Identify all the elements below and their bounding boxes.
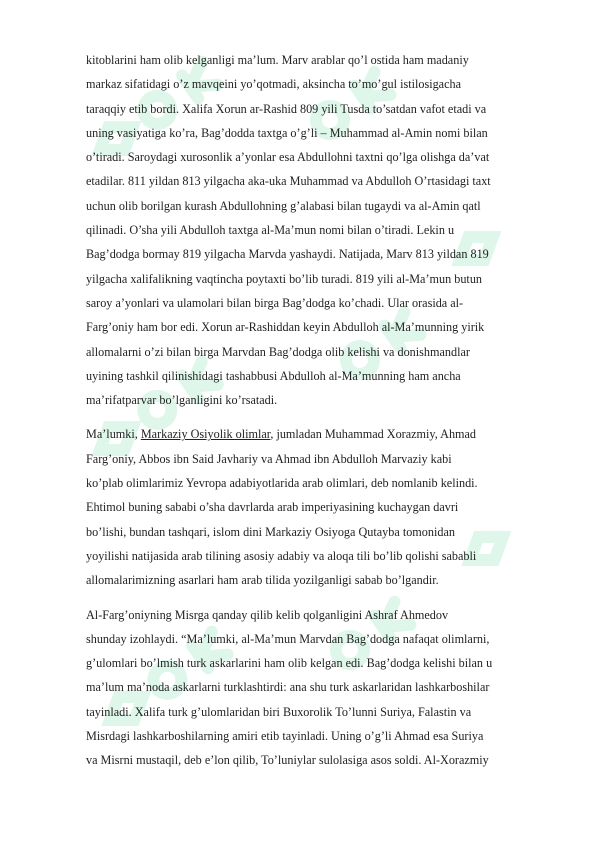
text-line: uning vasiyatiga ko’ra, Bag’dodda taxtga o’g’li – Muhammad al-Amin nomi bilan	[86, 125, 488, 140]
paragraph-1	[86, 48, 538, 412]
text-line: shunday izohlaydi. “Ma’lumki, al-Ma’mun Marvdan Bag’dodga nafaqat olimlarni,	[86, 631, 490, 646]
text-line: uyining tashkil qilinishidagi tashabbusi Abdulloh al-Ma’munning ham ancha	[86, 368, 461, 383]
text-line: kitoblarini ham olib kelganligi ma’lum. Marv arablar qo’l ostida ham madaniy	[86, 53, 469, 67]
text-line: qilinadi. O’sha yili Abdulloh taxtga al-Ma’mun nomi bilan o’tiradi. Lekin u	[86, 223, 455, 238]
text-line: va Misrni mustaqil, deb e’lon qilib, To’luniylar sulolasiga asos soldi. Al-Xorazmiy	[86, 753, 489, 768]
text-line: uchun olib borilgan kurash Abdullohning g’alabasi bilan tugaydi va al-Amin qatl	[86, 198, 481, 213]
text-line: etadilar. 811 yildan 813 yilgacha aka-uka Muhammad va Abdulloh O’rtasidagi taxt	[86, 174, 491, 189]
text-line: markaz sifatidagi o’z mavqeini yo’qotmadi, aksincha to’mo’gul istilosigacha	[86, 77, 461, 92]
text-line: yoyilishi natijasida arab tilining asosiy adabiy va aloqa tili bo’lib qolishi sababli	[86, 548, 477, 563]
hyperlink-markaziy-osiyolik-olimlar[interactable]: Markaziy Osiyolik olimlar	[140, 427, 271, 442]
text-fragment: , jumladan Muhammad Xorazmiy, Ahmad	[270, 427, 477, 442]
text-line: Al-Farg’oniyning Misrga qanday qilib kelib qolganligini Ashraf Ahmedov	[86, 607, 449, 622]
text-fragment: Ma’lumki,	[86, 427, 141, 442]
text-line: Farg’oniy ham bor edi. Xorun ar-Rashiddan keyin Abdulloh al-Ma’munning yirik	[86, 320, 485, 335]
text-line: bo’lishi, bundan tashqari, islom dini Markaziy Osiyoga Qutayba tomonidan	[86, 524, 455, 539]
paragraph-3	[86, 603, 538, 773]
text-line: o’tiradi. Saroydagi xurosonlik a’yonlar esa Abdullohni taxtni qo’lga olishga da’vat	[86, 150, 490, 165]
paragraph-2	[86, 422, 538, 592]
text-line: Bag’dodga bormay 819 yilgacha Marvda yashaydi. Natijada, Marv 813 yildan 819	[86, 247, 489, 262]
text-line	[86, 422, 538, 446]
text-line: allomalarimizning asarlari ham arab tilida yozilganligi sabab bo’lgandir.	[86, 573, 439, 588]
text-line: ko’plab olimlarimiz Yevropa adabiyotlarida arab olimlari, deb nomlanib kelindi.	[86, 476, 478, 491]
text-line: saroy a’yonlari va ulamolari bilan birga Bag’dodga ko’chadi. Ular orasida al-	[86, 295, 464, 310]
text-line: taraqqiy etib bordi. Xalifa Xorun ar-Rashid 809 yili Tusda to’satdan vafot etadi va	[86, 101, 487, 116]
text-line: tayinladi. Xalifa turk g’ulomlaridan biri Buxorolik To’lunni Suriya, Falastin va	[86, 704, 472, 719]
text-line: Farg’oniy, Abbos ibn Said Javhariy va Ahmad ibn Abdulloh Marvaziy kabi	[86, 451, 452, 466]
text-line: yilgacha xalifalikning vaqtincha poytaxti bo’lib turadi. 819 yili al-Ma’mun butun	[86, 271, 483, 286]
document-body	[86, 48, 538, 783]
text-line: ma’lum ma’noda askarlarni turklashtirdi: ana shu turk askarlaridan lashkarboshilar	[86, 680, 490, 695]
text-line: ma’rifatparvar bo’lganligini ko’rsatadi.	[86, 393, 278, 408]
text-line: Misrdagi lashkarboshilarning amiri etib tayinladi. Uning o’g’li Ahmad esa Suriya	[86, 729, 484, 744]
text-line: allomalarni o’zi bilan birga Marvdan Bag’dodga olib kelishi va donishmandlar	[86, 344, 470, 359]
text-line: Ehtimol buning sababi o’sha davrlarda arab imperiyasining kuchaygan davri	[86, 500, 459, 515]
text-line: g’ulomlari bo’lmish turk askarlarini ham olib kelgan edi. Bag’dodga kelishi bilan u	[86, 656, 493, 671]
